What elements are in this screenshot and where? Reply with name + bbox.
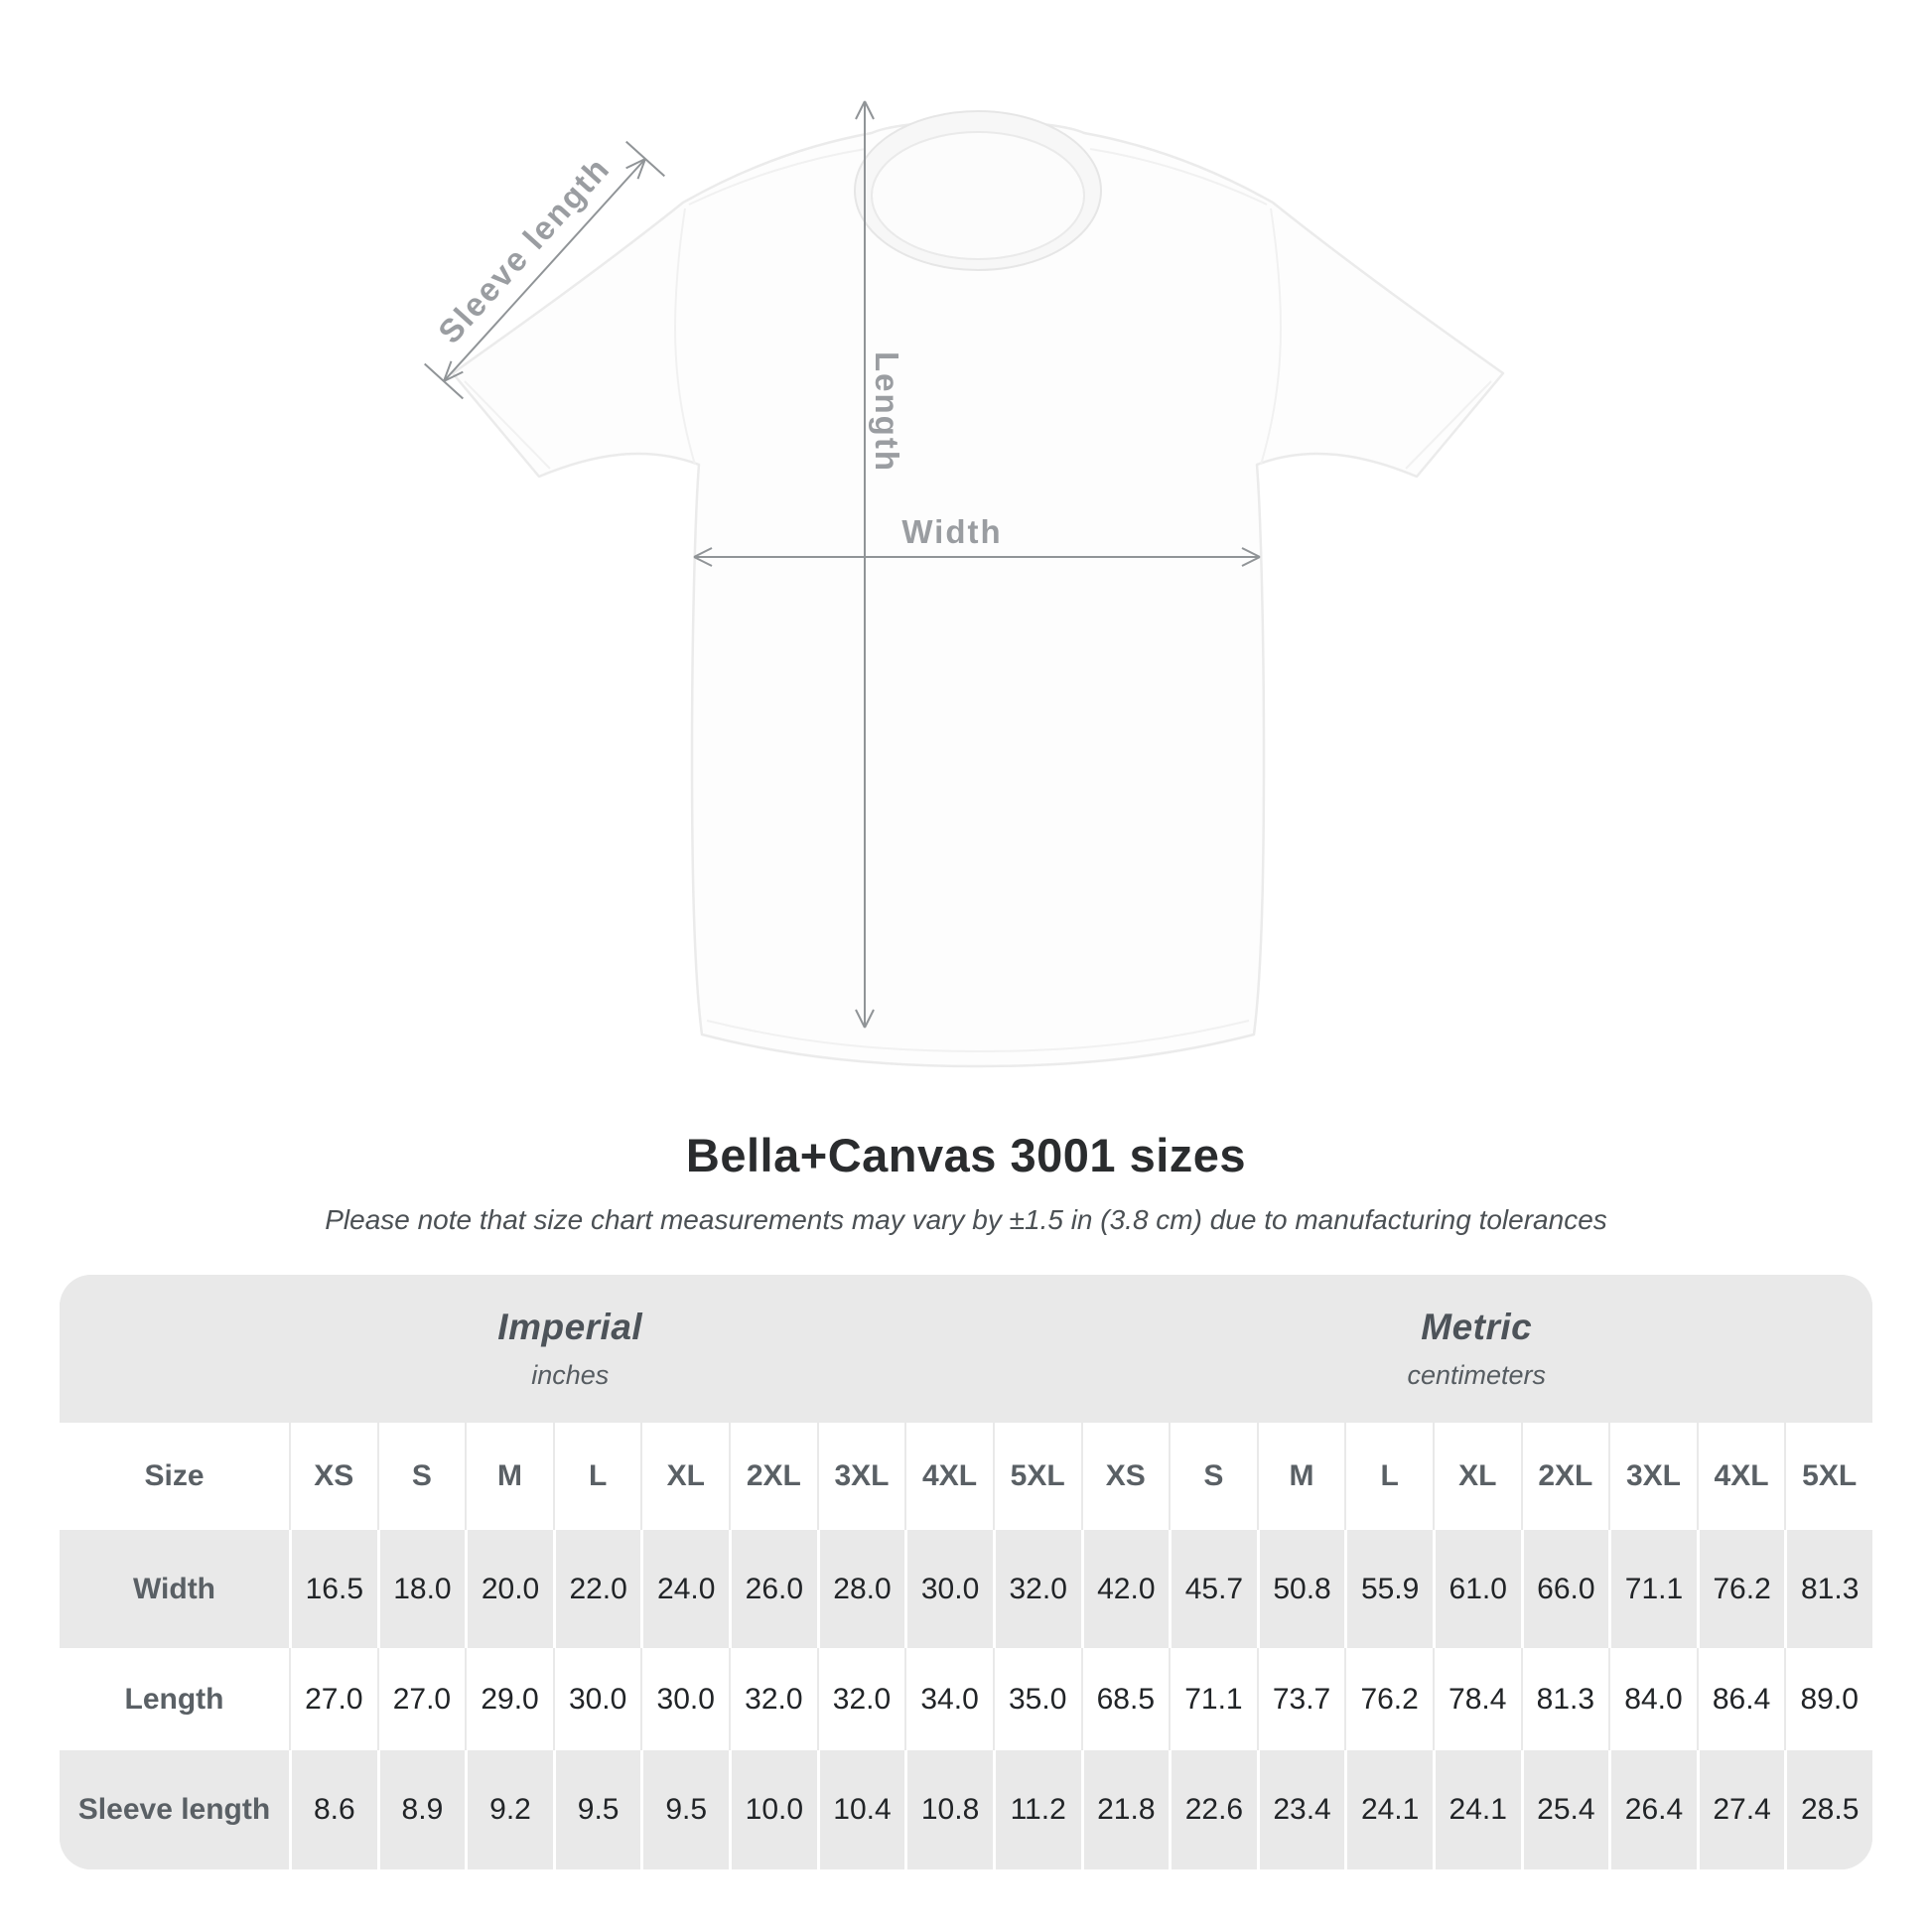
- metric-label: Metric: [1421, 1307, 1533, 1347]
- table-row-sizes: [60, 1423, 1872, 1530]
- table-cell: 9.2: [465, 1750, 553, 1869]
- width-label: Width: [901, 513, 1003, 550]
- table-cell: 50.8: [1257, 1530, 1345, 1648]
- table-cell: 84.0: [1608, 1648, 1697, 1750]
- table-cell: 32.0: [817, 1648, 905, 1750]
- table-cell: L: [553, 1423, 641, 1530]
- table-row-length: [60, 1648, 1872, 1750]
- table-cell: 42.0: [1081, 1530, 1170, 1648]
- table-cell: 20.0: [465, 1530, 553, 1648]
- table-cell: XL: [640, 1423, 729, 1530]
- table-cell: 8.6: [289, 1750, 377, 1869]
- table-cell: 10.0: [729, 1750, 817, 1869]
- table-cell: XL: [1433, 1423, 1521, 1530]
- table-cell: 26.4: [1608, 1750, 1697, 1869]
- table-cell: 30.0: [640, 1648, 729, 1750]
- table-cell: 5XL: [993, 1423, 1081, 1530]
- table-cell: 68.5: [1081, 1648, 1170, 1750]
- table-cell: 9.5: [640, 1750, 729, 1869]
- table-cell: 25.4: [1521, 1750, 1609, 1869]
- table-cell: 86.4: [1697, 1648, 1785, 1750]
- table-cell: 26.0: [729, 1530, 817, 1648]
- table-cell: 4XL: [1697, 1423, 1785, 1530]
- sleeve-length-row-label: Sleeve length: [77, 1793, 271, 1826]
- table-cell: XS: [289, 1423, 377, 1530]
- table-cell: 27.4: [1697, 1750, 1785, 1869]
- width-row-label: Width: [132, 1572, 216, 1605]
- table-cell: 28.5: [1784, 1750, 1872, 1869]
- table-cell: 29.0: [465, 1648, 553, 1750]
- table-cell: S: [377, 1423, 466, 1530]
- table-cell: 9.5: [553, 1750, 641, 1869]
- table-cell: 55.9: [1344, 1530, 1433, 1648]
- collar-inner: [872, 132, 1084, 259]
- table-cell: 22.0: [553, 1530, 641, 1648]
- table-cell: 27.0: [289, 1648, 377, 1750]
- table-cell: 2XL: [1521, 1423, 1609, 1530]
- imperial-group-header: [60, 1275, 1081, 1423]
- table-cell: 2XL: [729, 1423, 817, 1530]
- table-cell: 23.4: [1257, 1750, 1345, 1869]
- table-cell: 71.1: [1169, 1648, 1257, 1750]
- table-row-width: [60, 1530, 1872, 1648]
- table-cell: 24.0: [640, 1530, 729, 1648]
- table-cell: 4XL: [904, 1423, 993, 1530]
- table-cell: 76.2: [1697, 1530, 1785, 1648]
- table-cell: 89.0: [1784, 1648, 1872, 1750]
- table-cell: 32.0: [729, 1648, 817, 1750]
- table-cell: 32.0: [993, 1530, 1081, 1648]
- table-cell: 24.1: [1433, 1750, 1521, 1869]
- table-cell: M: [1257, 1423, 1345, 1530]
- table-cell: L: [1344, 1423, 1433, 1530]
- table-cell: 81.3: [1521, 1648, 1609, 1750]
- unit-band: [60, 1275, 1872, 1423]
- table-row-sleeve-length: [60, 1750, 1872, 1869]
- table-cell: 18.0: [377, 1530, 466, 1648]
- table-cell: 73.7: [1257, 1648, 1345, 1750]
- table-cell: 11.2: [993, 1750, 1081, 1869]
- table-cell: 78.4: [1433, 1648, 1521, 1750]
- table-cell: 22.6: [1169, 1750, 1257, 1869]
- table-cell: 35.0: [993, 1648, 1081, 1750]
- table-cell: 5XL: [1784, 1423, 1872, 1530]
- sleeve-length-label: Sleeve length: [431, 149, 618, 350]
- table-cell: 81.3: [1784, 1530, 1872, 1648]
- metric-sublabel: centimeters: [1407, 1360, 1547, 1390]
- table-cell: 61.0: [1433, 1530, 1521, 1648]
- table-cell: S: [1169, 1423, 1257, 1530]
- table-cell: 34.0: [904, 1648, 993, 1750]
- table-cell: 30.0: [553, 1648, 641, 1750]
- table-cell: 8.9: [377, 1750, 466, 1869]
- table-cell: 10.4: [817, 1750, 905, 1869]
- table-cell: 24.1: [1344, 1750, 1433, 1869]
- metric-group-header: [1081, 1275, 1873, 1423]
- table-cell: 3XL: [817, 1423, 905, 1530]
- length-row-label: Length: [124, 1682, 224, 1716]
- table-cell: 30.0: [904, 1530, 993, 1648]
- table-cell: 28.0: [817, 1530, 905, 1648]
- imperial-sublabel: inches: [531, 1360, 610, 1390]
- table-cell: 45.7: [1169, 1530, 1257, 1648]
- title-block: [0, 1128, 1932, 1236]
- table-cell: 21.8: [1081, 1750, 1170, 1869]
- table-cell: XS: [1081, 1423, 1170, 1530]
- size-col-header: Size: [144, 1459, 205, 1492]
- table-cell: 27.0: [377, 1648, 466, 1750]
- length-label: Length: [869, 351, 905, 473]
- page-title: Bella+Canvas 3001 sizes: [685, 1129, 1247, 1181]
- table-cell: 66.0: [1521, 1530, 1609, 1648]
- table-cell: 10.8: [904, 1750, 993, 1869]
- imperial-label: Imperial: [497, 1307, 643, 1347]
- table-cell: 71.1: [1608, 1530, 1697, 1648]
- size-table: [60, 1275, 1872, 1869]
- page-subtitle: Please note that size chart measurements may vary by ±1.5 in (3.8 cm) due to manufacturing tolerances: [325, 1204, 1607, 1235]
- table-cell: 3XL: [1608, 1423, 1697, 1530]
- table-cell: 76.2: [1344, 1648, 1433, 1750]
- table-cell: M: [465, 1423, 553, 1530]
- table-cell: 16.5: [289, 1530, 377, 1648]
